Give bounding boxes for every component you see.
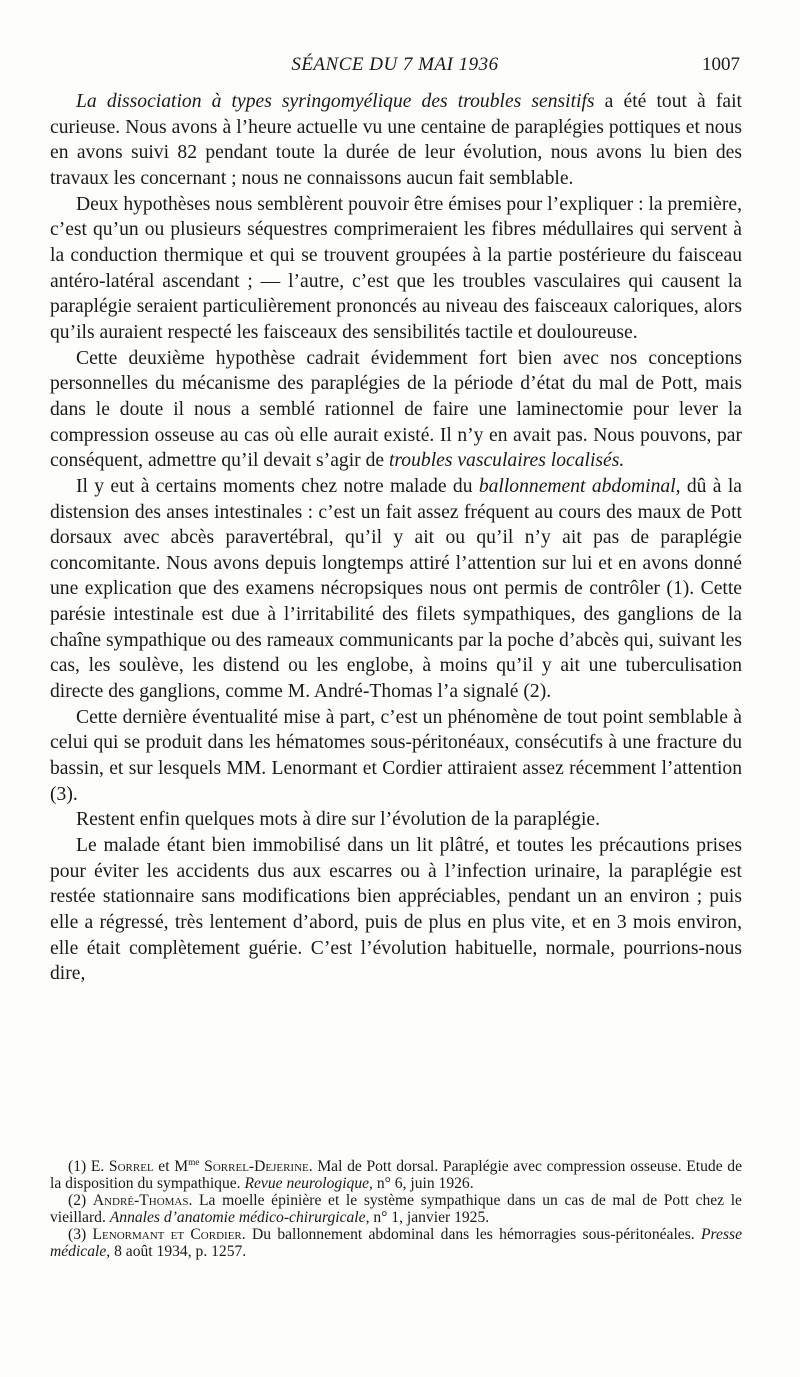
footnote-number: (1) E. xyxy=(68,1158,109,1176)
paragraph-text: dû à la distension des anses intestinales : c’est un fait assez fréquent au cours des maux de Pott dorsaux avec abcès paravertébral, qu’il y ait ou qu’il n’y ait pas de paraplégie concomitante. Nous avons depuis longtemps attiré l’attention sur lui et en avons donné une explication que des examens nécropsiques nous ont permis de contrôler (1). Cette parésie intestinale est due à l’irritabilité des filets sympathiques, des ganglions de la chaîne sympathique ou des rameaux communicants par la poche d’abcès qui, suivant les cas, les soulève, les distend ou les englobe, à moins qu’il y ait une tuberculisation directe des ganglions, comme M. André-Thomas l’a signalé (2). xyxy=(50,475,742,703)
footnote-journal: Annales d’anatomie médico-chirurgicale xyxy=(109,1209,366,1227)
paragraph-text: Cette deuxième hypothèse cadrait évidemment fort bien avec nos conceptions personnelles du mécanisme des paraplégies de la période d’état du mal de Pott, mais dans le doute il nous a semblé rationnel de faire une laminectomie pour lever la compression osseuse au cas où elle aurait existé. Il n’y en avait pas. Nous pouvons, par conséquent, admettre qu’il devait s’agir de xyxy=(50,347,742,472)
footnote xyxy=(50,1155,742,1192)
footnote-text: , 8 août 1934, p. 1257. xyxy=(106,1243,247,1261)
paragraph xyxy=(50,474,742,705)
paragraph-text: Restent enfin quelques mots à dire sur l’évolution de la paraplégie. xyxy=(76,809,600,831)
page-number: 1007 xyxy=(702,54,740,75)
paragraph xyxy=(50,192,742,346)
footnote-text: , n° 1, janvier 1925. xyxy=(365,1209,490,1227)
paragraph xyxy=(50,346,742,474)
footnote-text: et M xyxy=(153,1158,189,1176)
paragraph-text: Cette dernière éventualité mise à part, c’est un phénomène de tout point semblable à celui qui se produit dans les hématomes sous-péritonéaux, consécutifs à une fracture du bassin, et sur lesquels MM. Lenormant et Cordier attiraient assez récemment l’attention (3). xyxy=(50,706,742,805)
paragraph-text: a été tout à fait curieuse. Nous avons à l’heure actuelle vu une centaine de paraplégies pottiques et nous en avons suivi 82 pendant toute la durée de leur évolution, nous avons lu bien des travaux les concernant ; nous ne connaissons aucun fait semblable. xyxy=(50,91,742,189)
footnotes xyxy=(50,1155,742,1260)
footnote-text: . Du ballonnement abdominal dans les hémorragies sous-péritonéales. xyxy=(241,1226,702,1244)
paragraph xyxy=(50,89,742,192)
paragraph xyxy=(50,833,742,987)
footnote-text: , n° 6, juin 1926. xyxy=(369,1175,474,1193)
footnote xyxy=(50,1226,742,1260)
footnote-text: . Mal de Pott dorsal. Paraplégie avec compression osseuse. Etude de la disposition du sympathique. xyxy=(50,1158,743,1193)
page-header xyxy=(50,54,740,82)
running-title: SÉANCE DU 7 MAI 1936 xyxy=(291,54,499,75)
footnote-author: Sorrel xyxy=(108,1158,154,1176)
paragraph-text: Il y eut à certains moments chez notre malade du xyxy=(76,475,479,497)
footnote-text: . La moelle épinière et le système sympathique dans un cas de mal de Pott chez le vieillard. xyxy=(50,1192,742,1227)
footnote-author: Lenormant et Cordier xyxy=(92,1226,242,1244)
footnote-author: André-Thomas xyxy=(92,1192,189,1210)
footnote-journal: Revue neurologique xyxy=(244,1175,370,1193)
footnote-superscript: me xyxy=(188,1158,200,1168)
paragraph-text: Le malade étant bien immobilisé dans un lit plâtré, et toutes les précautions prises pour éviter les accidents dus aux escarres ou à l’infection urinaire, la paraplégie est restée stationnaire sans modifications bien appréciables, pendant un an environ ; puis elle a régressé, très lentement d’abord, puis de plus en plus vite, et en 3 mois environ, elle était complètement guérie. C’est l’évolution habituelle, normale, pourrions-nous dire, xyxy=(50,835,742,985)
footnote xyxy=(50,1192,742,1226)
paragraph xyxy=(50,705,742,808)
italic-phrase: troubles vasculaires localisés. xyxy=(388,450,625,472)
footnote-number: (2) xyxy=(68,1192,93,1210)
paragraph-text: Deux hypothèses nous semblèrent pouvoir être émises pour l’expliquer : la première, c’est qu’un ou plusieurs séquestres comprimeraient les fibres médullaires qui servent à la conduction thermique et qui se trouvent groupées à la partie postérieure du faisceau antéro-latéral ascendant ; — l’autre, c’est que les troubles vasculaires qui causent la paraplégie seraient particulièrement prononcés au niveau des faisceaux caloriques, alors qu’ils auraient respecté les faisceaux des sensibilités tactile et douloureuse. xyxy=(50,193,742,343)
footnote-journal: Presse médicale xyxy=(50,1226,743,1261)
italic-phrase: La dissociation à types syringomyélique des troubles sensitifs xyxy=(76,91,595,112)
italic-phrase: ballonnement abdominal, xyxy=(478,475,681,497)
footnote-number: (3) xyxy=(68,1226,93,1244)
body-text xyxy=(50,89,742,987)
paragraph xyxy=(50,807,742,833)
footnote-author: Sorrel-Dejerine xyxy=(199,1158,309,1176)
